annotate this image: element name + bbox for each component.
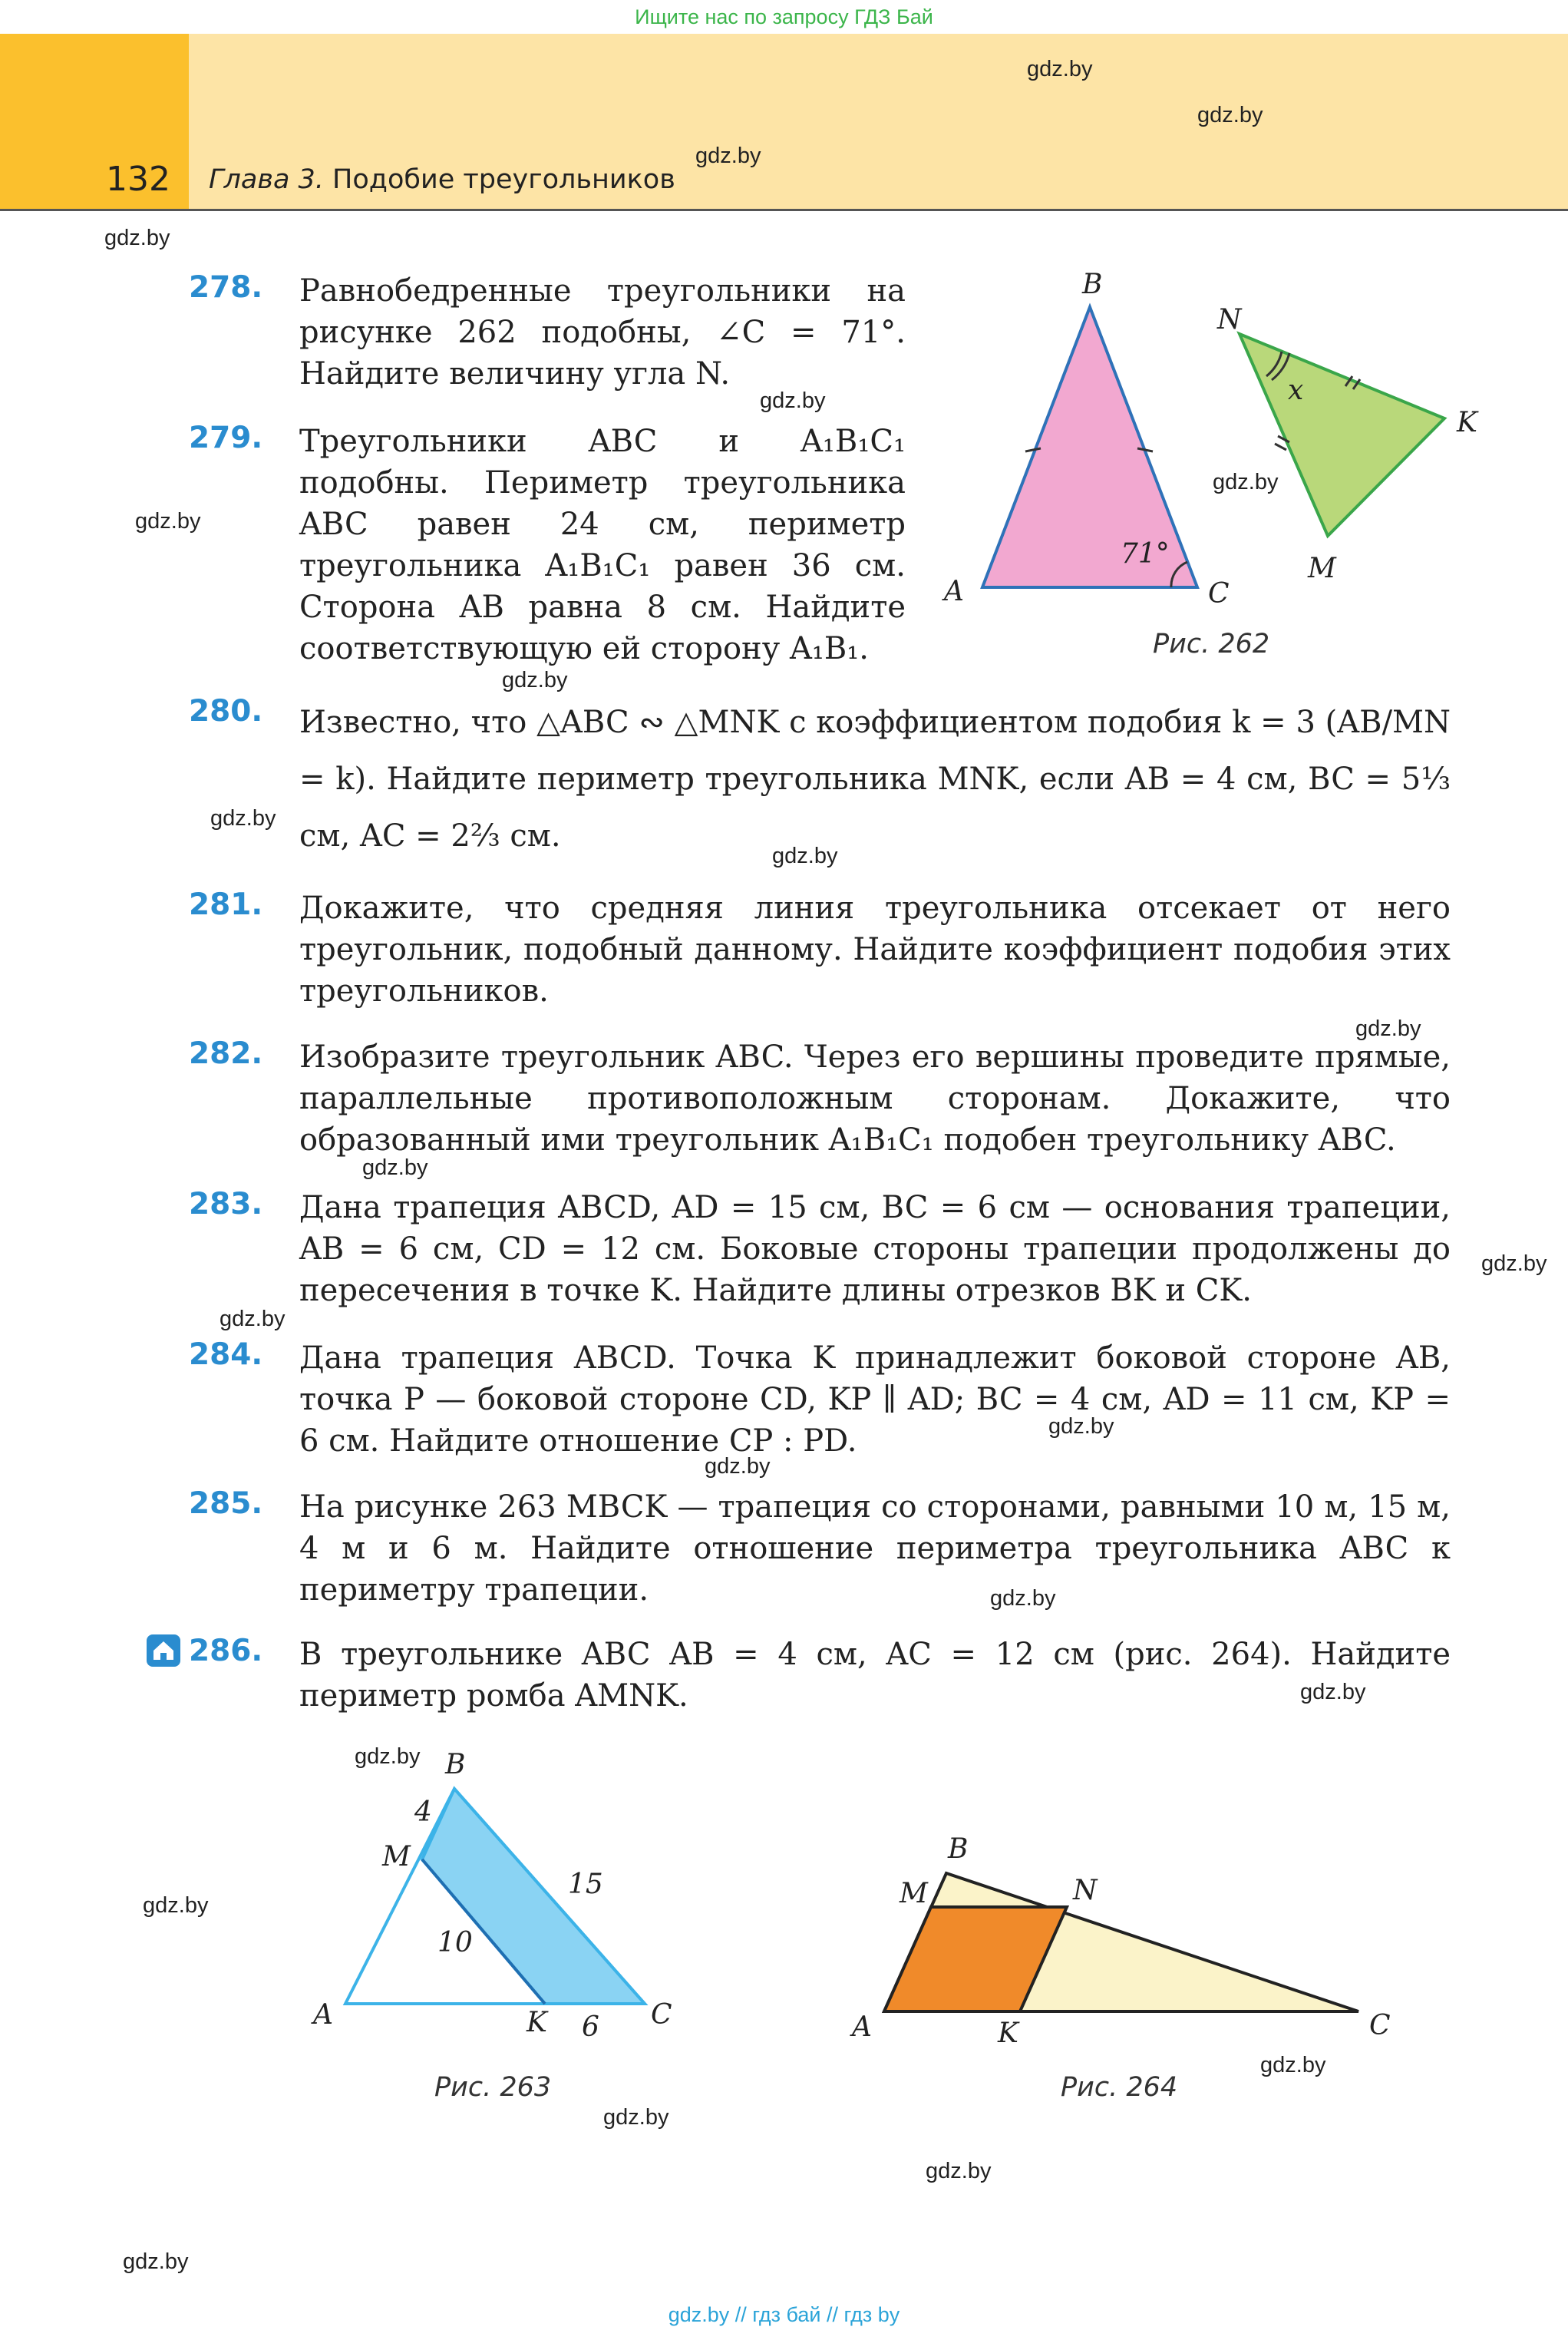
- watermark: gdz.by: [603, 2105, 669, 2130]
- watermark: gdz.by: [1300, 1680, 1366, 1704]
- page-number: 132: [106, 160, 170, 199]
- problem-text: Дана трапеция ABCD, AD = 15 см, BC = 6 см — основания трапеции, AB = 6 см, CD = 12 см. Боковые стороны трапеции продолжены до пересечения в точке K. Найдите длины отрезков BK и CK.: [299, 1190, 1451, 1308]
- problem-text: Изобразите треугольник ABC. Через его вершины проведите прямые, параллельные противоположным сторонам. Докажите, что образованный ими треугольник A₁B₁C₁ подобен треугольнику ABC.: [299, 1039, 1451, 1158]
- label-b: B: [948, 1833, 969, 1865]
- label-a: A: [313, 1999, 333, 2031]
- watermark: gdz.by: [1481, 1251, 1547, 1276]
- watermark: gdz.by: [502, 668, 568, 692]
- problem-number: 286.: [189, 1634, 263, 1668]
- angle-x-label: x: [1288, 375, 1304, 406]
- problem-text: Дана трапеция ABCD. Точка K принадлежит боковой стороне AB, точка P — боковой стороне CD, KP ∥ AD; BC = 4 см, AD = 11 см, KP = 6 см. Найдите отношение CP : PD.: [299, 1340, 1451, 1459]
- problem-number: 280.: [189, 694, 263, 729]
- figure-262: [929, 261, 1512, 676]
- angle-c-label: 71°: [1121, 538, 1170, 570]
- problem-text: Известно, что △ABC ∾ △MNK с коэффициентом подобия k = 3 (AB/MN = k). Найдите периметр треугольника MNK, если AB = 4 см, BC = 5⅓ см, AC = 2⅔ см.: [299, 705, 1451, 854]
- problem-text: Докажите, что средняя линия треугольника отсекает от него треугольник, подобный данному. Найдите коэффициент подобия этих треугольников.: [299, 891, 1451, 1009]
- chapter-title: [209, 164, 675, 195]
- label-b: B: [1082, 269, 1103, 300]
- footer-links: gdz.by // гдз бай // гдз by: [668, 2303, 900, 2326]
- watermark: gdz.by: [210, 806, 276, 831]
- watermark: gdz.by: [1048, 1414, 1114, 1439]
- watermark: gdz.by: [772, 844, 838, 868]
- figure-caption: Рис. 262: [1153, 629, 1270, 659]
- watermark: gdz.by: [695, 144, 761, 168]
- watermark: gdz.by: [926, 2159, 992, 2183]
- watermark: gdz.by: [760, 388, 826, 413]
- label-k: K: [527, 2007, 547, 2038]
- label-k: K: [1457, 407, 1477, 438]
- watermark: gdz.by: [362, 1155, 428, 1180]
- top-banner: Ищите нас по запросу ГДЗ Бай: [635, 5, 933, 28]
- figure-264: [837, 1819, 1420, 2142]
- label-b: B: [445, 1749, 466, 1780]
- label-c: C: [1208, 578, 1230, 610]
- watermark: gdz.by: [123, 2249, 189, 2274]
- watermark: gdz.by: [1027, 57, 1093, 81]
- label-m: M: [1308, 553, 1336, 584]
- watermark: gdz.by: [1197, 103, 1263, 127]
- label-c: C: [651, 1999, 672, 2031]
- figure-263: [292, 1743, 721, 2142]
- watermark: gdz.by: [705, 1454, 771, 1479]
- watermark: gdz.by: [143, 1893, 209, 1918]
- problem-number: 279.: [189, 421, 263, 455]
- problem-number: 278.: [189, 270, 263, 305]
- watermark: gdz.by: [135, 509, 201, 534]
- watermark: gdz.by: [104, 226, 170, 250]
- problem-number: 285.: [189, 1486, 263, 1521]
- watermark: gdz.by: [1213, 470, 1279, 494]
- home-task-icon: [146, 1634, 181, 1667]
- label-a: A: [944, 576, 964, 607]
- figure-caption: Рис. 263: [434, 2072, 552, 2103]
- triangle-nkm: [1240, 334, 1444, 536]
- problem-number: 283.: [189, 1187, 263, 1221]
- problem-text: Равнобедренные треугольники на рисунке 262 подобны, ∠C = 71°. Найдите величину угла N.: [299, 273, 906, 392]
- watermark: gdz.by: [990, 1586, 1056, 1611]
- watermark: gdz.by: [355, 1744, 421, 1769]
- watermark: gdz.by: [220, 1307, 286, 1331]
- label-n: N: [1217, 304, 1242, 335]
- problem-number: 281.: [189, 887, 263, 922]
- length-kc: 6: [582, 2011, 599, 2043]
- length-bc: 15: [568, 1869, 603, 1900]
- figure-caption: Рис. 264: [1061, 2072, 1178, 2103]
- problem-text: В треугольнике ABC AB = 4 см, AC = 12 см (рис. 264). Найдите периметр ромба AMNK.: [299, 1637, 1451, 1714]
- label-a: A: [852, 2011, 872, 2043]
- length-mk: 10: [437, 1927, 473, 1958]
- label-c: C: [1369, 2010, 1391, 2041]
- label-k: K: [998, 2018, 1018, 2049]
- watermark: gdz.by: [1260, 2053, 1326, 2077]
- problem-number: 282.: [189, 1036, 263, 1071]
- problem-text: На рисунке 263 MBCK — трапеция со сторонами, равными 10 м, 15 м, 4 м и 6 м. Найдите отношение периметра треугольника ABC к периметру трапеции.: [299, 1489, 1451, 1608]
- problem-number: 284.: [189, 1337, 263, 1372]
- problem-text: Треугольники ABC и A₁B₁C₁ подобны. Периметр треугольника ABC равен 24 см, периметр треугольника A₁B₁C₁ равен 36 см. Сторона AB равна 8 см. Найдите соответствующую ей сторону A₁B₁.: [299, 424, 906, 666]
- chapter-label: Глава 3.: [209, 164, 324, 195]
- label-m: M: [382, 1841, 411, 1872]
- header-rule: [0, 209, 1568, 211]
- label-m: M: [900, 1878, 928, 1909]
- length-mb: 4: [414, 1796, 432, 1828]
- label-n: N: [1073, 1875, 1098, 1906]
- chapter-name: Подобие треугольников: [323, 164, 675, 195]
- watermark: gdz.by: [1355, 1016, 1421, 1041]
